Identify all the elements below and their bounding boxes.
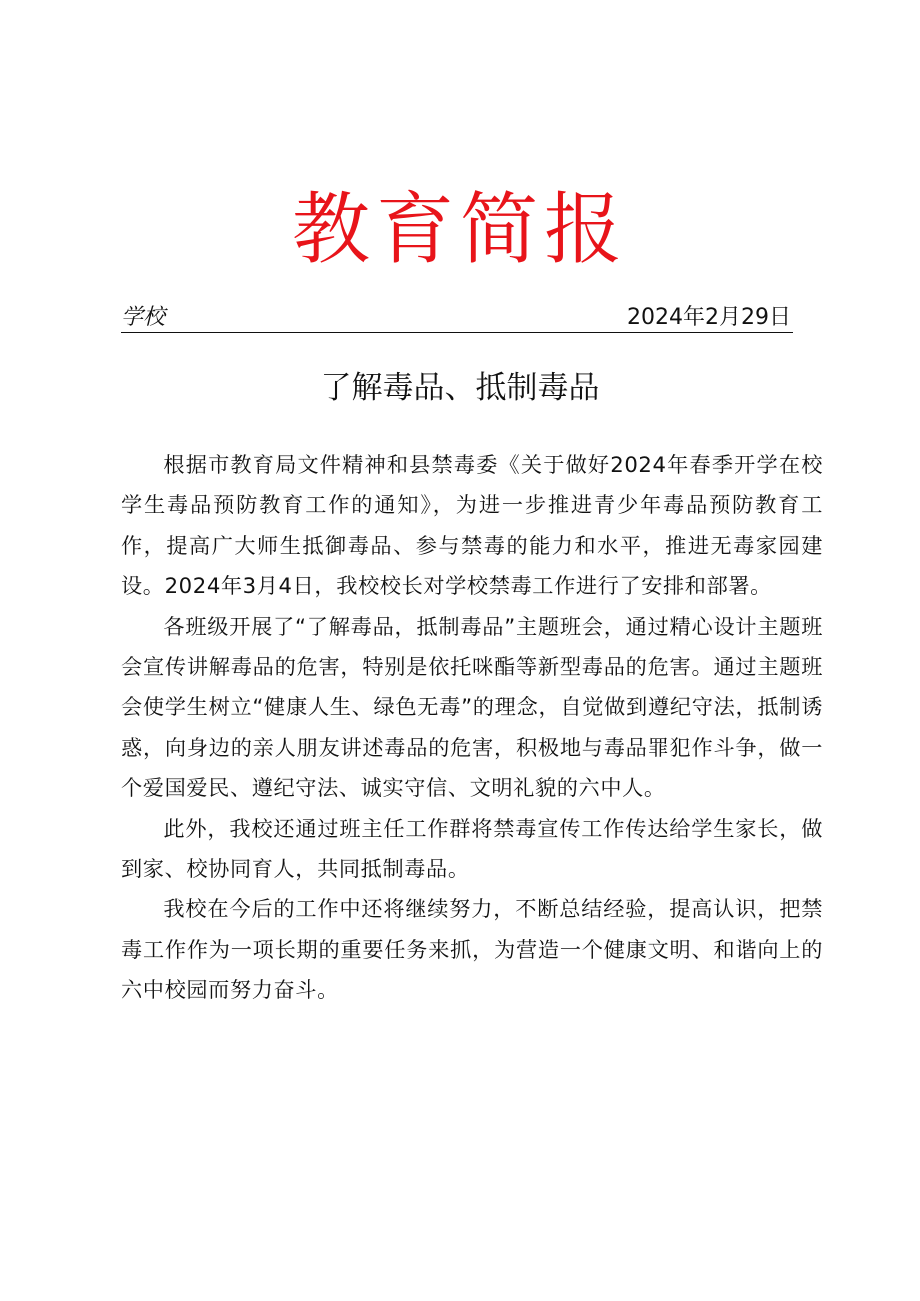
issue-date: 2024年2月29日: [627, 305, 791, 330]
article-body: [121, 445, 823, 1011]
paragraph: 此外，我校还通过班主任工作群将禁毒宣传工作传达给学生家长，做到家、校协同育人，共同抵制毒品。: [121, 815, 823, 882]
masthead-title: 教育简报: [291, 185, 628, 275]
school-label: 学校: [121, 305, 166, 330]
paragraph: 各班级开展了“了解毒品，抵制毒品”主题班会，通过精心设计主题班会宣传讲解毒品的危害，特别是依托咪酯等新型毒品的危害。通过主题班会使学生树立“健康人生、绿色无毒”的理念，自觉做到遵纪守法，抵制诱惑，向身边的亲人朋友讲述毒品的危害，积极地与毒品罪犯作斗争，做一个爱国爱民、遵纪守法、诚实守信、文明礼貌的六中人。: [121, 613, 823, 801]
paragraph: 根据市教育局文件精神和县禁毒委《关于做好2024年春季开学在校学生毒品预防教育工作的通知》，为进一步推进青少年毒品预防教育工作，提高广大师生抵御毒品、参与禁毒的能力和水平，推进无毒家园建设。2024年3月4日，我校校长对学校禁毒工作进行了安排和部署。: [121, 452, 823, 599]
issue-info-line: [121, 304, 793, 333]
article-title: 了解毒品、抵制毒品: [320, 370, 600, 406]
paragraph: 我校在今后的工作中还将继续努力，不断总结经验，提高认识，把禁毒工作作为一项长期的重要任务来抓，为营造一个健康文明、和谐向上的六中校园而努力奋斗。: [121, 896, 823, 1003]
